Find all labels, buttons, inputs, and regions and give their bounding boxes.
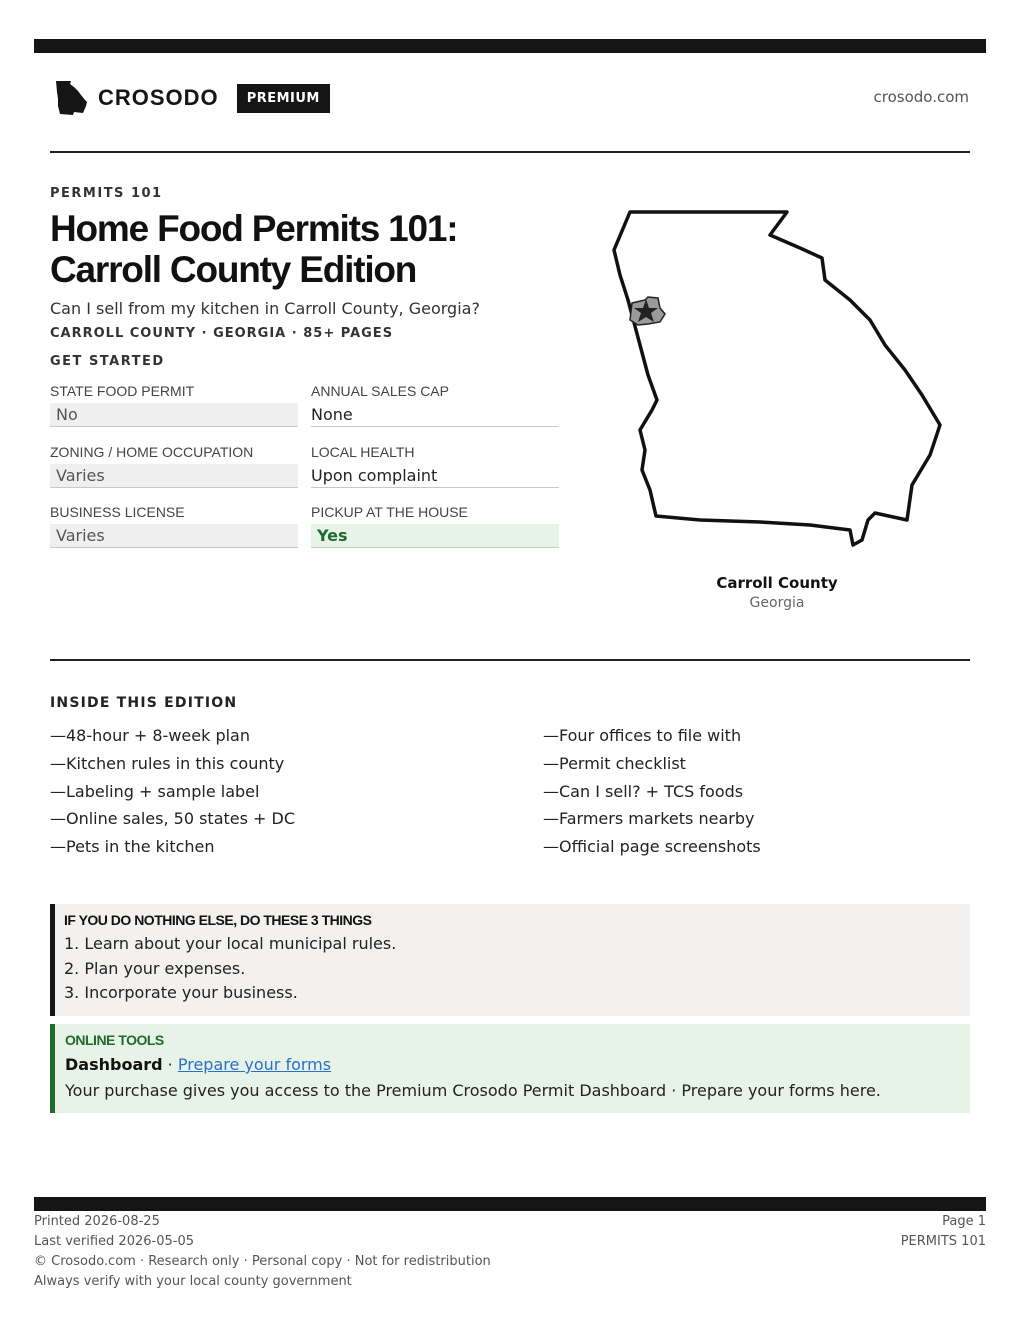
printed-date: Printed 2026-08-25	[34, 1214, 160, 1229]
callout-item: 3. Incorporate your business.	[64, 983, 298, 1002]
field-label: BUSINESS LICENSE	[50, 504, 185, 520]
callout-item: 1. Learn about your local municipal rules.	[64, 934, 397, 953]
field-zoning	[50, 443, 298, 488]
field-business-license	[50, 503, 298, 548]
list-item: —Farmers markets nearby	[543, 809, 755, 829]
callout-item: 2. Plan your expenses.	[64, 958, 246, 978]
field-value: Upon complaint	[311, 464, 559, 488]
field-label: PICKUP AT THE HOUSE	[311, 504, 468, 520]
georgia-outline	[614, 212, 940, 545]
field-label: LOCAL HEALTH	[311, 444, 415, 460]
get-started-heading: GET STARTED	[50, 354, 165, 369]
field-value: None	[311, 403, 559, 427]
tools-separator: ·	[162, 1055, 178, 1074]
section-divider	[50, 659, 970, 661]
field-value: Varies	[50, 464, 298, 488]
footer-section: PERMITS 101	[900, 1234, 986, 1249]
edition-meta: CARROLL COUNTY · GEORGIA · 85+ PAGES	[50, 326, 394, 341]
inside-edition-heading: INSIDE THIS EDITION	[50, 695, 238, 711]
list-item: —Can I sell? + TCS foods	[543, 781, 744, 801]
section-eyebrow: PERMITS 101	[50, 186, 163, 201]
field-local-health	[311, 443, 559, 488]
field-label: ZONING / HOME OCCUPATION	[50, 444, 254, 460]
tools-description: Your purchase gives you access to the Premium Crosodo Permit Dashboard · Prepare your forms here.	[65, 1081, 881, 1100]
field-value: Varies	[50, 524, 298, 548]
inside-list-right	[543, 722, 761, 861]
field-state-food-permit	[50, 382, 298, 427]
list-item: —Pets in the kitchen	[50, 837, 215, 857]
footer-right	[901, 1212, 986, 1252]
georgia-map	[600, 200, 950, 560]
footer-left	[34, 1212, 491, 1292]
page-number: Page 1	[942, 1214, 986, 1229]
list-item: —Kitchen rules in this county	[50, 753, 285, 773]
dashboard-label: Dashboard	[65, 1055, 163, 1074]
inside-list-left	[50, 722, 295, 861]
field-label: ANNUAL SALES CAP	[311, 383, 449, 399]
verified-date: Last verified 2026-05-05	[34, 1234, 194, 1249]
field-annual-sales-cap	[311, 382, 559, 427]
tools-title: ONLINE TOOLS	[65, 1032, 164, 1048]
prepare-forms-link[interactable]: Prepare your forms	[177, 1055, 332, 1074]
list-item: —Online sales, 50 states + DC	[50, 809, 296, 829]
copyright-notice: © Crosodo.com · Research only · Personal copy · Not for redistribution	[34, 1254, 491, 1269]
page-title: Home Food Permits 101: Carroll County Edition	[50, 208, 458, 290]
map-state-label: Georgia	[749, 595, 805, 611]
field-value: Yes	[311, 524, 559, 548]
online-tools-callout	[50, 1024, 970, 1113]
field-label: STATE FOOD PERMIT	[50, 383, 195, 399]
list-item: —Permit checklist	[543, 753, 686, 773]
premium-badge: PREMIUM	[237, 84, 330, 113]
page-subtitle: Can I sell from my kitchen in Carroll County, Georgia?	[50, 299, 480, 318]
three-things-callout	[50, 904, 970, 1016]
header-divider	[50, 151, 970, 153]
top-rule-bar	[34, 39, 986, 53]
list-item: —48-hour + 8-week plan	[50, 726, 250, 745]
list-item: —Official page screenshots	[543, 837, 761, 857]
field-value: No	[50, 403, 298, 427]
tools-links-row	[65, 1052, 970, 1078]
footer-rule-bar	[34, 1197, 986, 1211]
brand-header	[54, 80, 330, 116]
site-url: crosodo.com	[873, 88, 969, 106]
brand-name: CROSODO	[98, 85, 219, 110]
list-item: —Labeling + sample label	[50, 781, 260, 801]
callout-title: IF YOU DO NOTHING ELSE, DO THESE 3 THINGS	[64, 912, 372, 928]
list-item: —Four offices to file with	[543, 726, 742, 745]
disclaimer: Always verify with your local county government	[34, 1274, 352, 1289]
field-pickup-at-house	[311, 503, 559, 548]
map-county-label: Carroll County	[716, 574, 838, 592]
georgia-state-silhouette-icon	[54, 80, 88, 116]
